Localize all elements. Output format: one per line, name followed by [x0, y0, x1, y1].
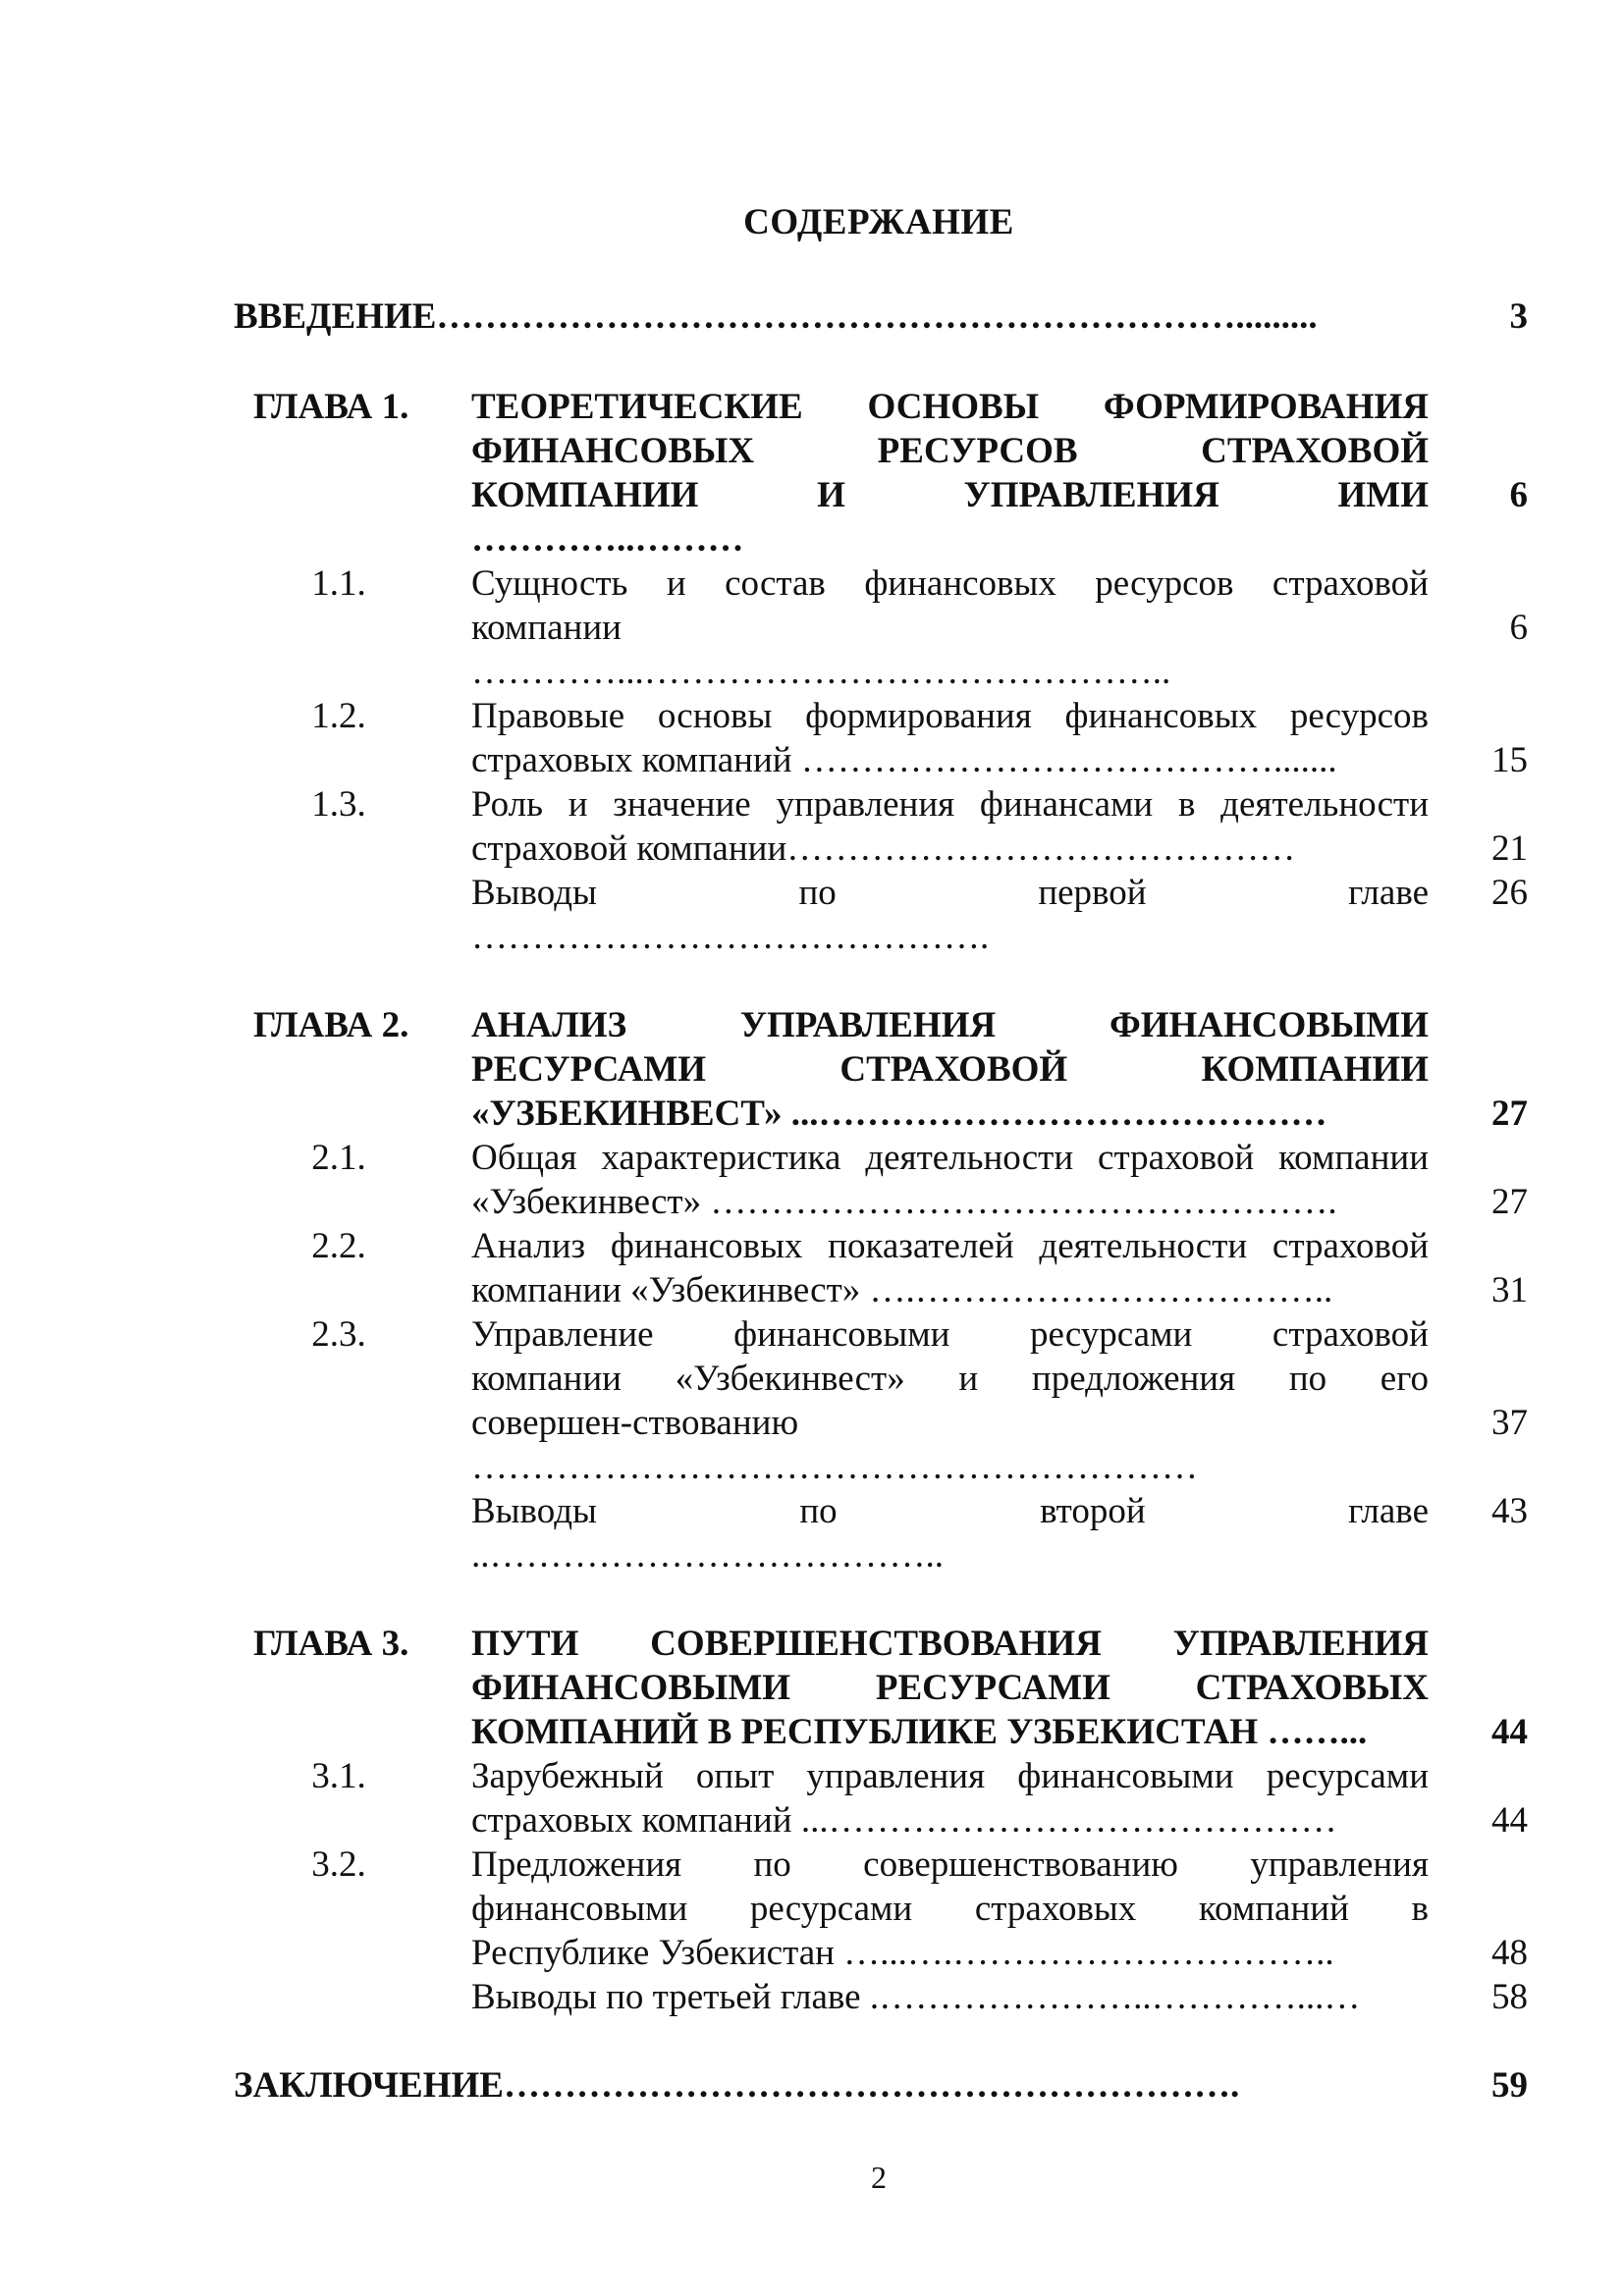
chapter-3-conclusions: Выводы по третьей главе .…………………..…………...… [471, 1977, 1361, 2017]
section-1-2-page: 15 [1491, 740, 1528, 780]
toc-conclusion-label: ЗАКЛЮЧЕНИЕ……………………………………………………. [234, 2065, 1240, 2106]
chapter-3-title: ПУТИ СОВЕРШЕНСТВОВАНИЯ УПРАВЛЕНИЯ ФИНАНСОВЫМИ РЕСУРСАМИ СТРАХОВЫХ КОМПАНИЙ В РЕСПУБЛИКЕ УЗБЕКИСТАН ……... [471, 1624, 1429, 1752]
chapter-1-number: ГЛАВА 1. [253, 387, 409, 427]
section-2-2-number: 2.2. [311, 1226, 366, 1266]
section-1-2-number: 1.2. [311, 696, 366, 736]
section-2-2-page: 31 [1491, 1270, 1528, 1310]
section-1-1-page: 6 [1509, 608, 1528, 648]
section-3-1-number: 3.1. [311, 1756, 366, 1796]
chapter-1-title: ТЕОРЕТИЧЕСКИЕ ОСНОВЫ ФОРМИРОВАНИЯ ФИНАНСОВЫХ РЕСУРСОВ СТРАХОВОЙ КОМПАНИИ И УПРАВЛЕНИЯ ИМИ …………..……… [471, 387, 1429, 560]
section-1-2-title: Правовые основы формирования финансовых ресурсов страховых компаний …………………………………....... [471, 696, 1429, 780]
section-2-3-number: 2.3. [311, 1314, 366, 1355]
chapter-3-conclusions-page: 58 [1491, 1977, 1528, 2017]
chapter-1-conclusions: Выводы по первой главе ……………………………………. [471, 873, 1429, 957]
chapter-2-conclusions-page: 43 [1491, 1491, 1528, 1531]
page-number: 2 [871, 2160, 887, 2195]
toc-intro-page: 3 [1509, 296, 1528, 337]
section-2-1-number: 2.1. [311, 1138, 366, 1178]
toc-conclusion-page: 59 [1491, 2065, 1528, 2106]
chapter-2-conclusions: Выводы по второй главе ..……………………………….. [471, 1491, 1429, 1575]
chapter-2-number: ГЛАВА 2. [253, 1005, 409, 1045]
section-3-1-title: Зарубежный опыт управления финансовыми ресурсами страховых компаний ...…………………………………… [471, 1756, 1429, 1841]
section-1-3-page: 21 [1491, 828, 1528, 869]
page-title: СОДЕРЖАНИЕ [743, 202, 1014, 242]
section-2-2-title: Анализ финансовых показателей деятельности страховой компании «Узбекинвест» ….…………………………….. [471, 1226, 1429, 1310]
section-2-1-title: Общая характеристика деятельности страховой компании «Узбекинвест» ……………………………………………. [471, 1138, 1429, 1222]
section-1-1-number: 1.1. [311, 563, 366, 604]
section-3-2-title: Предложения по совершенствованию управления финансовыми ресурсами страховых компаний в Республике Узбекистан …...….………………………….. [471, 1844, 1429, 1973]
section-3-2-number: 3.2. [311, 1844, 366, 1885]
section-3-2-page: 48 [1491, 1933, 1528, 1973]
chapter-2-page: 27 [1491, 1094, 1528, 1134]
section-1-3-title: Роль и значение управления финансами в деятельности страховой компании…………………………………… [471, 784, 1429, 869]
chapter-3-page: 44 [1491, 1712, 1528, 1752]
section-1-3-number: 1.3. [311, 784, 366, 825]
chapter-1-page: 6 [1509, 475, 1528, 515]
section-2-3-page: 37 [1491, 1403, 1528, 1443]
toc-intro-label: ВВЕДЕНИЕ…………………………………………………………......... [234, 296, 1318, 337]
section-1-1-title: Сущность и состав финансовых ресурсов страховой компании …………...…………………………………….. [471, 563, 1429, 692]
section-2-3-title: Управление финансовыми ресурсами страховой компании «Узбекинвест» и предложения по его совершен-ствованию …………………………………………………… [471, 1314, 1429, 1487]
section-2-1-page: 27 [1491, 1182, 1528, 1222]
section-3-1-page: 44 [1491, 1800, 1528, 1841]
chapter-1-conclusions-page: 26 [1491, 873, 1528, 913]
chapter-2-title: АНАЛИЗ УПРАВЛЕНИЯ ФИНАНСОВЫМИ РЕСУРСАМИ СТРАХОВОЙ КОМПАНИИ «УЗБЕКИНВЕСТ» ...…………………………………… [471, 1005, 1429, 1134]
chapter-3-number: ГЛАВА 3. [253, 1624, 409, 1664]
